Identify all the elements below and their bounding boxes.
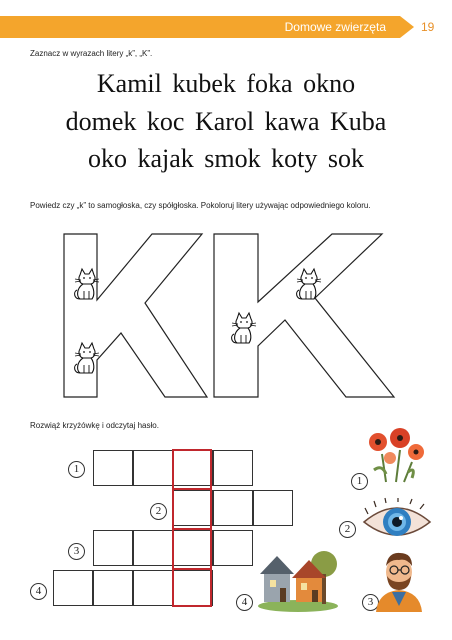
- picture-number: 3: [362, 594, 379, 611]
- word-line-1: Kamil kubek foka okno: [96, 69, 356, 98]
- crossword-row-number: 2: [150, 503, 167, 520]
- password-divider: [172, 488, 212, 490]
- crossword-cell[interactable]: [253, 490, 293, 526]
- crossword-cell[interactable]: [133, 450, 173, 486]
- crossword-cell[interactable]: [213, 530, 253, 566]
- crossword-cell[interactable]: [93, 530, 133, 566]
- crossword-cell[interactable]: [93, 570, 133, 606]
- poppies-picture: [360, 420, 428, 488]
- page-number: 19: [421, 20, 435, 34]
- man-portrait-picture: [374, 548, 424, 612]
- exercise1-instruction: Zaznacz w wyrazach litery „k”, „K”.: [30, 49, 153, 58]
- crossword-row-number: 3: [68, 543, 85, 560]
- crossword-cell[interactable]: [213, 450, 253, 486]
- eye-picture: [362, 498, 432, 546]
- crossword-cell[interactable]: [133, 530, 173, 566]
- crossword-cell[interactable]: [53, 570, 93, 606]
- crossword-row-number: 4: [30, 583, 47, 600]
- crossword-cell[interactable]: [213, 490, 253, 526]
- crossword-cell[interactable]: [133, 570, 173, 606]
- word-line-2: domek koc Karol kawa Kuba: [65, 107, 387, 136]
- houses-picture: [258, 546, 338, 612]
- word-line-3: oko kajak smok koty sok: [88, 144, 364, 173]
- header-title: Domowe zwierzęta: [284, 20, 386, 34]
- picture-number: 2: [339, 521, 356, 538]
- crossword-cell[interactable]: [93, 450, 133, 486]
- picture-number: 4: [236, 594, 253, 611]
- exercise3-instruction: Rozwiąż krzyżówkę i odczytaj hasło.: [30, 421, 159, 430]
- password-divider: [172, 568, 212, 570]
- password-divider: [172, 528, 212, 530]
- crossword-row-number: 1: [68, 461, 85, 478]
- picture-number: 1: [351, 473, 368, 490]
- exercise2-instruction: Powiedz czy „k” to samogłoska, czy spółgłoska. Pokoloruj litery używając odpowiedniego koloru.: [30, 201, 371, 210]
